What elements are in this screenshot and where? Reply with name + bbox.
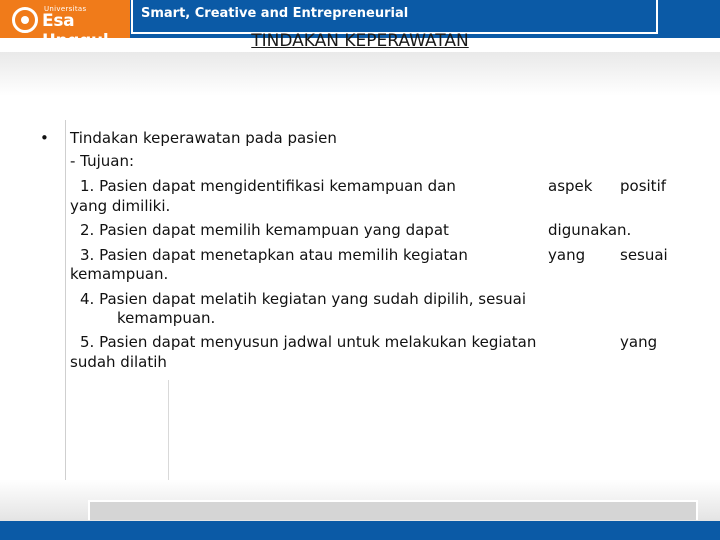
bullet-icon: • (40, 129, 49, 147)
item-5-text: 5. Pasien dapat menyusun jadwal untuk melakukan kegiatan (80, 333, 537, 351)
item-5-text: yang (620, 333, 658, 351)
logo-name: Esa Unggul (42, 11, 109, 51)
item-3-text: yang (548, 246, 586, 264)
item-3-text: sesuai (620, 246, 668, 264)
content-heading: Tindakan keperawatan pada pasien (70, 129, 337, 147)
item-1-text: positif (620, 177, 667, 195)
tujuan-label: - Tujuan: (70, 152, 134, 170)
item-5-text: sudah dilatih (70, 353, 167, 371)
top-gradient-band (0, 52, 720, 96)
item-1-text: aspek (548, 177, 593, 195)
item-4-text: kemampuan. (117, 309, 216, 327)
logo-small-text: Universitas (44, 5, 87, 13)
item-3-text: 3. Pasien dapat menetapkan atau memilih kegiatan (80, 246, 468, 264)
frame-line (65, 120, 66, 500)
item-4-text: 4. Pasien dapat melatih kegiatan yang sudah dipilih, sesuai (80, 290, 526, 308)
item-1-text: 1. Pasien dapat mengidentifikasi kemampuan dan (80, 177, 456, 195)
item-2-text: 2. Pasien dapat memilih kemampuan yang dapat (80, 221, 449, 239)
tagline: Smart, Creative and Entrepreneurial (141, 6, 409, 21)
footer-box (88, 500, 698, 520)
footer-strip (0, 521, 720, 540)
university-emblem-icon (12, 7, 38, 33)
item-3-text: kemampuan. (70, 265, 169, 283)
item-2-text: digunakan. (548, 221, 632, 239)
slide-title: TINDAKAN KEPERAWATAN (251, 31, 469, 51)
item-1-text: yang dimiliki. (70, 197, 171, 215)
